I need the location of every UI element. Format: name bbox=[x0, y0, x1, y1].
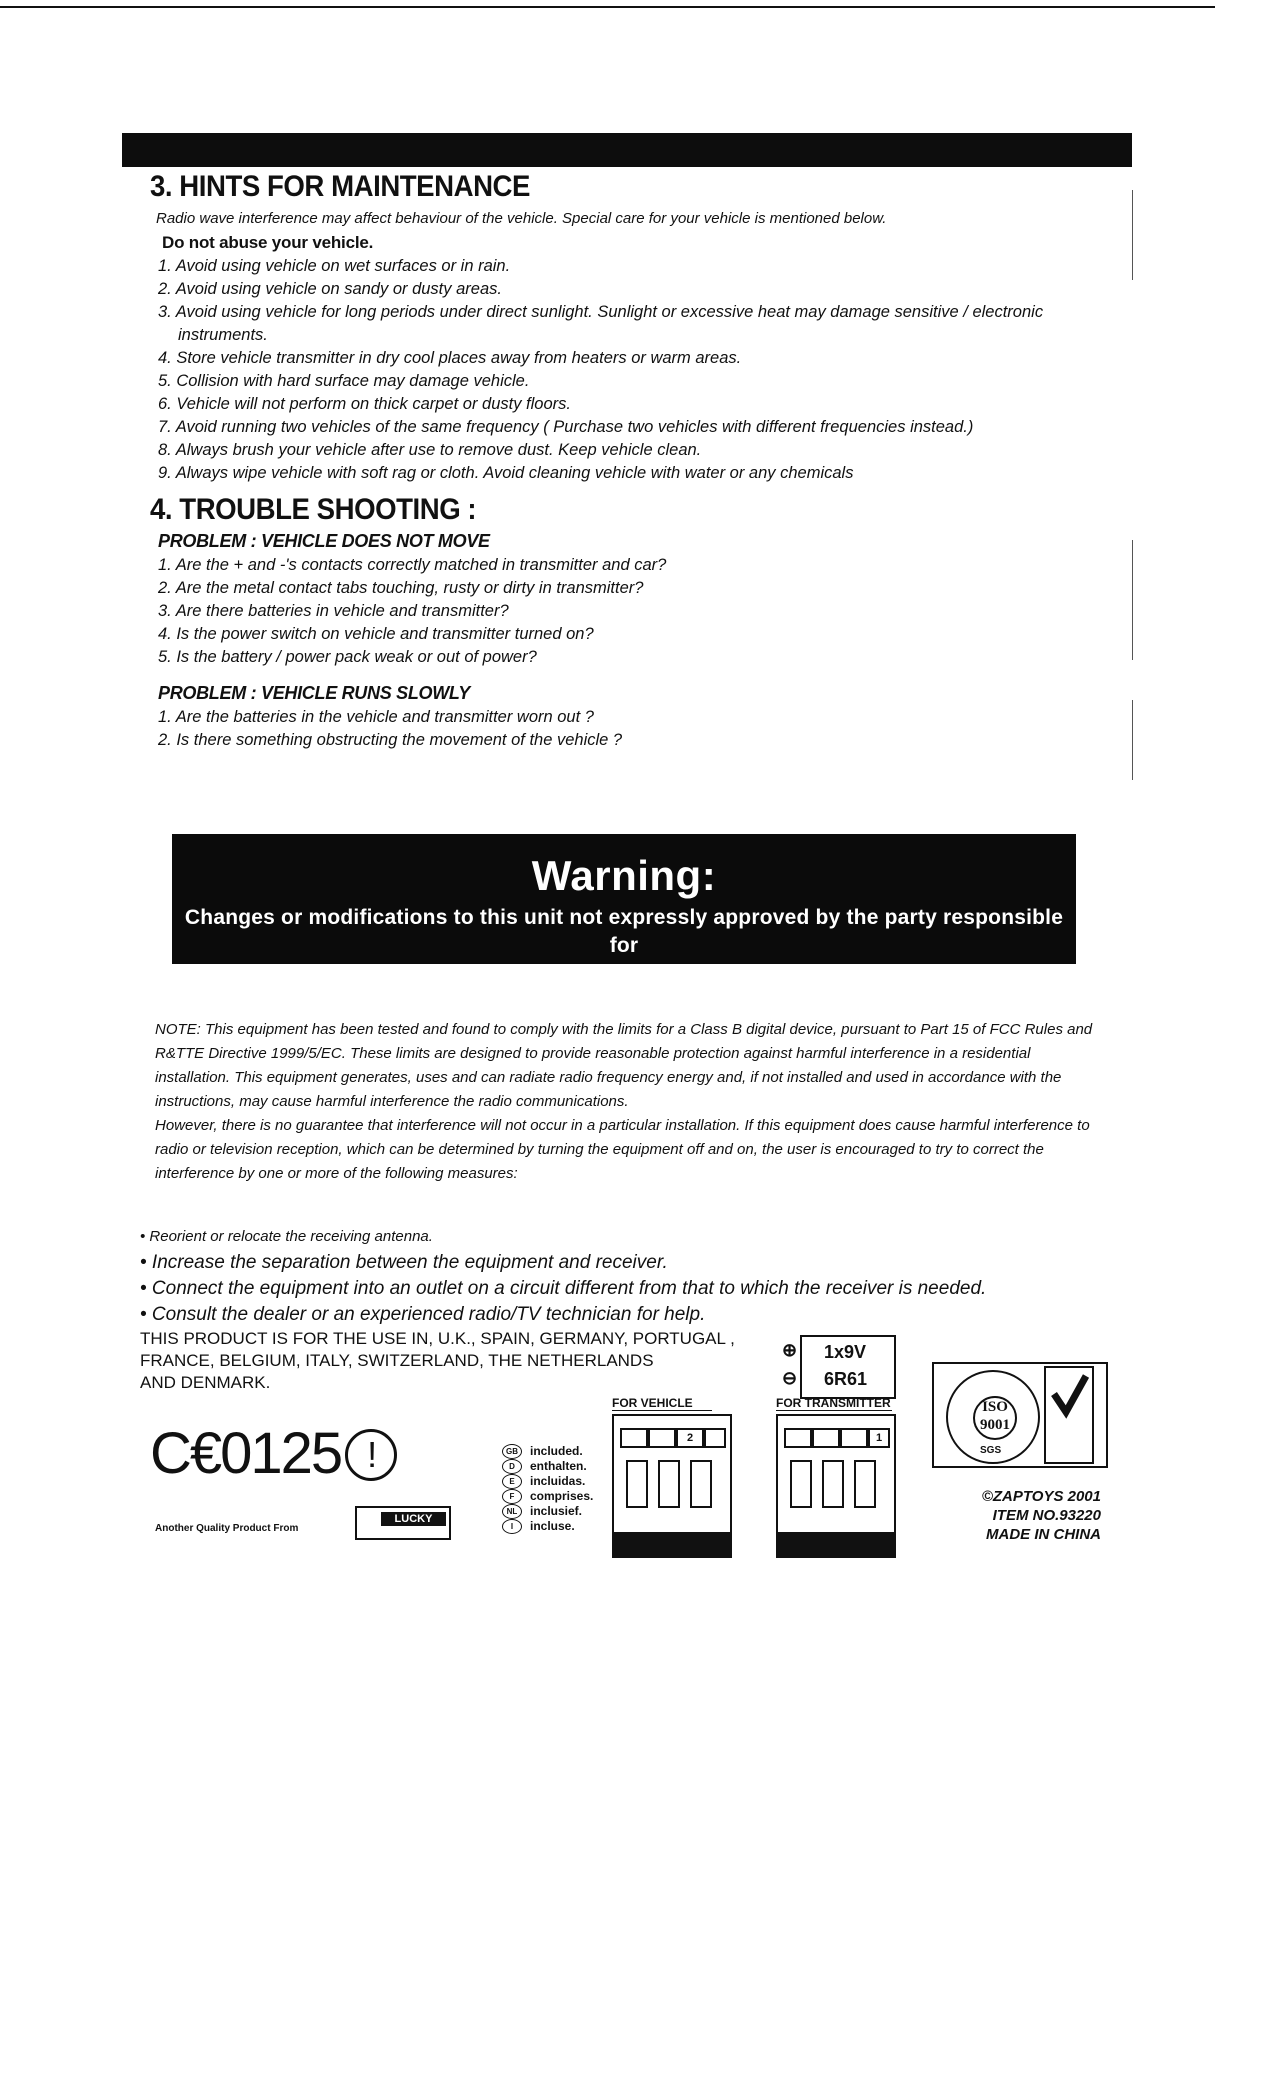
iso-seal-icon bbox=[946, 1370, 1040, 1464]
iso-text: ISO 9001 bbox=[973, 1396, 1017, 1440]
list-item: 9. Always wipe vehicle with soft rag or cloth. Avoid cleaning vehicle with water or any chemicals bbox=[158, 464, 854, 482]
problem1-list bbox=[150, 554, 1110, 669]
maintenance-section bbox=[150, 170, 1110, 752]
language-word: enthalten. bbox=[530, 1459, 587, 1473]
margin-line bbox=[1132, 540, 1133, 660]
margin-line bbox=[1132, 190, 1133, 280]
list-item: • Increase the separation between the equipment and receiver. bbox=[140, 1252, 668, 1273]
language-row bbox=[502, 1459, 593, 1474]
for-vehicle-label: FOR VEHICLE bbox=[612, 1396, 712, 1411]
warning-line2: compliance could void the user's authority to operate the equipment bbox=[275, 966, 973, 989]
alert-icon: ! bbox=[345, 1429, 397, 1481]
vehicle-battery-box bbox=[612, 1414, 732, 1558]
note-paragraph-1: NOTE: This equipment has been tested and found to comply with the limits for a Class B digital device, pursuant to Part 15 of FCC Rules and R&TTE Directive 1999/5/EC. These limits are designed to provide reasonable protection against harmful interference in a residential installation. This equipment generates, uses and can radiate radio frequency energy and, if not installed and used in accordance with the instructions, may cause harmful interference the radio communications. bbox=[155, 1021, 1093, 1110]
list-item: 1. Are the batteries in the vehicle and transmitter worn out ? bbox=[158, 708, 594, 726]
maintenance-intro: Radio wave interference may affect behaviour of the vehicle. Special care for your vehicle is mentioned below. bbox=[156, 210, 887, 227]
list-item: 4. Store vehicle transmitter in dry cool places away from heaters or warm areas. bbox=[158, 349, 742, 367]
for-transmitter-label: FOR TRANSMITTER bbox=[776, 1396, 891, 1410]
transmitter-count: 1 bbox=[868, 1428, 890, 1448]
list-item: • Reorient or relocate the receiving antenna. bbox=[140, 1228, 433, 1245]
language-word: included. bbox=[530, 1444, 583, 1458]
language-code: E bbox=[502, 1474, 522, 1489]
list-item: 7. Avoid running two vehicles of the same frequency ( Purchase two vehicles with different frequencies instead.) bbox=[158, 418, 974, 436]
warning-title: Warning: bbox=[531, 852, 717, 899]
warning-line1: Changes or modifications to this unit not expressly approved by the party responsible for bbox=[184, 906, 1064, 957]
battery-box-footer bbox=[778, 1532, 894, 1556]
vehicle-count: 2 bbox=[676, 1428, 704, 1448]
list-item: 2. Are the metal contact tabs touching, rusty or dirty in transmitter? bbox=[158, 579, 644, 597]
battery-cell-icon bbox=[620, 1428, 648, 1448]
battery-cell-icon bbox=[704, 1428, 726, 1448]
language-word: incluse. bbox=[530, 1519, 575, 1533]
list-item: 5. Is the battery / power pack weak or out of power? bbox=[158, 648, 537, 666]
language-word: incluidas. bbox=[530, 1474, 586, 1488]
item-number: ITEM NO.93220 bbox=[992, 1507, 1101, 1524]
list-item: 6. Vehicle will not perform on thick carpet or dusty floors. bbox=[158, 395, 571, 413]
iso-certification-logo bbox=[932, 1362, 1108, 1468]
battery-icon bbox=[790, 1460, 812, 1508]
countries-text bbox=[140, 1328, 760, 1394]
language-row bbox=[502, 1489, 593, 1504]
trouble-title: 4. TROUBLE SHOOTING : bbox=[150, 493, 477, 526]
maintenance-subhead: Do not abuse your vehicle. bbox=[162, 233, 374, 252]
problem1-heading: PROBLEM : VEHICLE DOES NOT MOVE bbox=[158, 531, 490, 551]
ce-mark-text: C€0125 bbox=[150, 1421, 342, 1486]
transmitter-battery-box bbox=[776, 1414, 896, 1558]
language-row bbox=[502, 1474, 593, 1489]
language-code: GB bbox=[502, 1444, 522, 1459]
battery-spec-box bbox=[800, 1335, 896, 1399]
language-code: NL bbox=[502, 1504, 522, 1519]
language-code: I bbox=[502, 1519, 522, 1534]
list-item: 2. Is there something obstructing the movement of the vehicle ? bbox=[158, 731, 623, 749]
maintenance-title: 3. HINTS FOR MAINTENANCE bbox=[150, 170, 530, 203]
warning-box bbox=[172, 834, 1076, 989]
problem2-list bbox=[150, 706, 1110, 752]
maintenance-list bbox=[150, 255, 1110, 485]
header-bar bbox=[122, 133, 1132, 167]
battery-icon bbox=[690, 1460, 712, 1508]
problem2-heading: PROBLEM : VEHICLE RUNS SLOWLY bbox=[158, 683, 470, 703]
language-row bbox=[502, 1519, 593, 1534]
copyright-block bbox=[955, 1487, 1101, 1544]
lucky-logo-text: LUCKY bbox=[381, 1512, 446, 1526]
list-item: • Connect the equipment into an outlet on a circuit different from that to which the receiver is needed. bbox=[140, 1278, 987, 1299]
battery-icon bbox=[658, 1460, 680, 1508]
countries-line3: AND DENMARK. bbox=[140, 1373, 271, 1392]
list-item: 1. Are the + and -'s contacts correctly matched in transmitter and car? bbox=[158, 556, 667, 574]
lucky-logo bbox=[355, 1506, 451, 1540]
check-icon bbox=[1046, 1368, 1092, 1428]
list-item: 3. Are there batteries in vehicle and transmitter? bbox=[158, 602, 509, 620]
list-item: 5. Collision with hard surface may damage vehicle. bbox=[158, 372, 530, 390]
language-word: inclusief. bbox=[530, 1504, 583, 1518]
countries-line1: THIS PRODUCT IS FOR THE USE IN, U.K., SPAIN, GERMANY, PORTUGAL , bbox=[140, 1329, 735, 1348]
battery-spec-line1: 1x9V bbox=[824, 1342, 867, 1362]
battery-icon bbox=[854, 1460, 876, 1508]
list-item: • Consult the dealer or an experienced radio/TV technician for help. bbox=[140, 1304, 706, 1325]
battery-cell-icon bbox=[784, 1428, 812, 1448]
language-row bbox=[502, 1504, 593, 1519]
ce-mark bbox=[150, 1420, 397, 1487]
measures-list bbox=[140, 1224, 1100, 1328]
fcc-note bbox=[155, 1018, 1105, 1186]
top-rule bbox=[0, 6, 1215, 8]
list-item: 2. Avoid using vehicle on sandy or dusty areas. bbox=[158, 280, 502, 298]
list-item: 4. Is the power switch on vehicle and transmitter turned on? bbox=[158, 625, 594, 643]
note-paragraph-2: However, there is no guarantee that interference will not occur in a particular installation. If this equipment does cause harmful interference to radio or television reception, which can be determined by turning the equipment off and on, the user is encouraged to try to correct the interference by one or more of the following measures: bbox=[155, 1117, 1090, 1182]
minus-icon: ⊖ bbox=[782, 1368, 798, 1388]
made-in: MADE IN CHINA bbox=[986, 1526, 1101, 1543]
battery-cell-icon bbox=[648, 1428, 676, 1448]
language-row bbox=[502, 1444, 593, 1459]
battery-icon bbox=[626, 1460, 648, 1508]
battery-spec-line2: 6R61 bbox=[824, 1369, 868, 1389]
accreditation-check-icon bbox=[1044, 1366, 1094, 1464]
copyright-line1: ©ZAPTOYS 2001 bbox=[981, 1488, 1101, 1505]
list-item: 8. Always brush your vehicle after use to remove dust. Keep vehicle clean. bbox=[158, 441, 702, 459]
language-code: F bbox=[502, 1489, 522, 1504]
list-item: 1. Avoid using vehicle on wet surfaces or in rain. bbox=[158, 257, 511, 275]
plus-icon: ⊕ bbox=[782, 1340, 798, 1360]
countries-line2: FRANCE, BELGIUM, ITALY, SWITZERLAND, THE NETHERLANDS bbox=[140, 1351, 654, 1370]
language-word: comprises. bbox=[530, 1489, 594, 1503]
battery-cell-icon bbox=[812, 1428, 840, 1448]
list-item: 3. Avoid using vehicle for long periods under direct sunlight. Sunlight or excessive heat may damage sensitive / electronic instruments. bbox=[158, 303, 1044, 344]
battery-cell-icon bbox=[840, 1428, 868, 1448]
battery-icon bbox=[822, 1460, 844, 1508]
sgs-text: SGS bbox=[980, 1445, 1002, 1456]
another-quality-text: Another Quality Product From bbox=[155, 1523, 299, 1534]
language-code: D bbox=[502, 1459, 522, 1474]
languages-list bbox=[502, 1444, 593, 1534]
battery-box-footer bbox=[614, 1532, 730, 1556]
margin-line bbox=[1132, 700, 1133, 780]
